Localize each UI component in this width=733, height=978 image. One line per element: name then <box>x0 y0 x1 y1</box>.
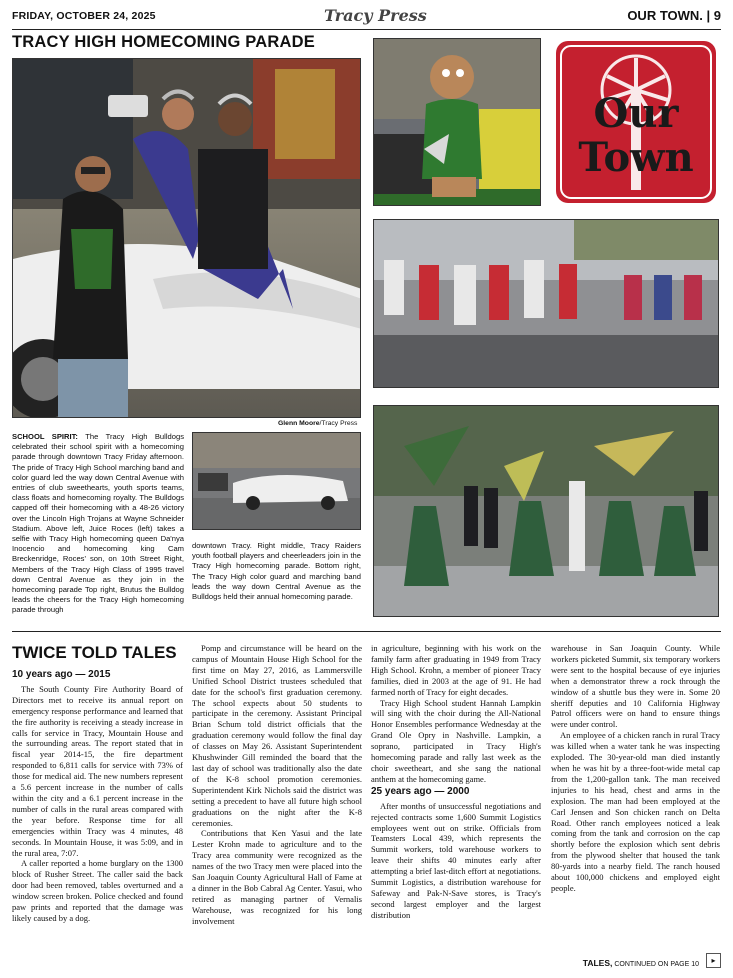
section-page-number: OUR TOWN. | 9 <box>627 8 721 23</box>
tales-paragraph: Tracy High School student Hannah Lampkin will sing with the choir during the All-National Honor Ensembles performance Wednesday at the Grand Ole Opry in Nashville. Lampkin, a soprano, participated in Tracy High's homecoming parade and rally last week as the choir sweetheart, and she sang the national anthem at the homecoming game. <box>371 697 541 784</box>
car-scene-illustration <box>193 433 361 530</box>
photo-bulldog-mascot <box>373 38 541 206</box>
logo-text-town: Town <box>578 134 694 181</box>
caption-lead: SCHOOL SPIRIT: <box>12 432 78 441</box>
tales-column-3 <box>371 643 541 921</box>
selfie-scene-illustration <box>13 59 361 418</box>
feature-caption-left <box>12 432 184 616</box>
tales-paragraph: An employee of a chicken ranch in rural Tracy was killed when a water tank he was inspecting exploded. The 30-year-old man died instantly when he was hit by a three-foot-wide metal cap from the 1,200-gallon tank. The man received injuries to his head, chest and arms in the explosion. The man had been employed at the Carl Jensen and Son chicken ranch on Delta Road. Other ranch employees noticed a leak coming from the tank and corrosion on the cap shortly before the explosion which sent debris from the plywood shelter that housed the tank 80-yards into a nearby field. The ranch housed about 100,000 chickens and employed eight people. <box>551 730 720 893</box>
subhead-25-years: 25 years ago — 2000 <box>371 785 470 797</box>
photo-credit-org: /Tracy Press <box>319 420 358 427</box>
masthead-logo: Tracy Press <box>324 6 427 25</box>
page-turn-icon: ▸ <box>706 953 721 968</box>
our-town-logo <box>553 38 719 206</box>
photo-credit <box>278 420 357 427</box>
photo-color-guard-band <box>373 405 719 617</box>
tales-paragraph: A caller reported a home burglary on the 1300 block of Rusher Street. The caller said the back door had been removed, tables overturned and a window screen broken. Police checked and found paw prints and reported that the damage was likely caused by a dog. <box>12 858 183 923</box>
tales-paragraph: Contributions that Ken Yasui and the late Lester Krohn made to agriculture and to the Tracy area community were recognized as the names of the two Tracy men were placed into the San Joaquin County Agricultural Hall of Fame at a dinner in the Bob Cabral Ag Center. Yasui, who retired as managing partner of Vernalis Warehouse, was recognized for his long involvement <box>192 828 362 926</box>
page-header <box>12 6 721 30</box>
jump-text: CONTINUED ON PAGE 10 <box>614 961 699 968</box>
photo-homecoming-royalty-selfie <box>12 58 361 418</box>
tales-column-1 <box>12 668 183 924</box>
mascot-scene-illustration <box>374 39 541 206</box>
jump-label: TALES, <box>582 958 613 968</box>
caption-body-right: downtown Tracy. Right middle, Tracy Raiders youth football players and cheerleaders join in the Tracy High homecoming parade. Bottom right, The Tracy High color guard and marching band leads the way down Central Avenue as the Bulldogs held their annual homecoming parade. <box>192 541 361 602</box>
color-guard-scene-illustration <box>374 406 719 617</box>
tales-paragraph: warehouse in San Joaquin County. While workers picketed Summit, six temporary workers were sent to the hospital because of eye injuries when a demonstrator threw a rock through the window of a shuttle bus they were in. Some 20 sheriff deputies and 10 California Highway Patrol officers were on hand to ensure things were under control. <box>551 643 720 730</box>
photo-credit-name: Glenn Moore <box>278 420 320 427</box>
continued-jump-line <box>583 958 699 968</box>
feature-headline: TRACY HIGH HOMECOMING PARADE <box>12 33 315 51</box>
photo-youth-football-cheer <box>373 219 719 388</box>
photo-class-of-1995-car <box>192 432 361 530</box>
issue-date: FRIDAY, OCTOBER 24, 2025 <box>12 10 156 22</box>
twice-told-tales-headline: TWICE TOLD TALES <box>12 643 177 662</box>
tales-paragraph: in agriculture, beginning with his work on the family farm after graduating in 1949 from Tracy High School. Krohn, a member of pioneer Tracy families, died in 2003 at the age of 91. He had farmed north of Tracy for eight decades. <box>371 643 541 697</box>
tales-column-4 <box>551 643 720 894</box>
tales-paragraph: Pomp and circumstance will be heard on the campus of Mountain House High School for the first time on May 27, 2016, as Lammersville Unified School District trustees scheduled that date for the school's first graduation ceremony. The school expects about 50 students to participate in the ceremony. Assistant Principal Brian Schum told district officials that the graduation ceremony would follow the final day of classes on May 26. Assistant Superintendent Khushwinder Gill reminded the board that the last day of school was traditionally also the date of the K-8 school promotion ceremonies. Superintendent Kirk Nichols said the district was setting a precedent to have all future high school graduations on the night after the K-8 ceremonies. <box>192 643 362 828</box>
tales-column-2 <box>192 643 362 927</box>
tales-paragraph: The South County Fire Authority Board of Directors met to receive its annual report on emergency response performance and learned that the fire authority is receiving a steady increase in calls for service in Tracy, Mountain House and the surrounding areas. The report stated that in fiscal year 2014-15, the fire department responded to 6,811 calls for service with 73% of those for medical aid. The new numbers represent a 5.6 percent increase in the number of calls within the city and a 6.1 percent increase in the number of calls in the rural areas compared with the year before. Response time for all emergencies within Tracy was 4 minutes, 48 seconds. In Mountain House, it was 5:09, and in the rural area, 7:07. <box>12 683 183 858</box>
caption-body-left: The Tracy High Bulldogs celebrated their school spirit with a homecoming parade through downtown Tracy Friday afternoon. The pride of Tracy High School marching band and color guard led the way down Central Avenue with entries of club sweethearts, youth sports teams, class floats and homecoming royalty. The Bulldogs capped off their homecoming with a 48-26 victory over the Lincoln High Trojans at Wayne Schneider Stadium. Above left, Juice Roces (left) takes a selfie with Tracy High homecoming queen Da'nya Inocencio and homecoming king Cam Breckenridge, Roces' son, on 10th Street Right, Members of the Tracy High Class of 1995 travel down Central Avenue as they join in the homecoming parade Top right, Brutus the Bulldog leads the cheers for the Tracy High homecoming parade through <box>12 432 184 615</box>
feature-caption-right <box>192 541 361 602</box>
logo-text-our: Our <box>593 90 679 137</box>
football-scene-illustration <box>374 220 719 388</box>
section-divider <box>12 631 721 632</box>
subhead-10-years: 10 years ago — 2015 <box>12 669 111 680</box>
tales-paragraph: After months of unsuccessful negotiations and rejected contracts some 1,600 Summit Logistics employees went out on strike. Officials from Teamsters Local 439, which represents the Summit workers, told warehouse workers to leave their shifts 40 minutes early after attempting a brief last-ditch effort at negotiations. Summit Logistics, a distribution warehouse for Safeway and Pak-N-Save stores, is Tracy's second largest employer and the largest distribution <box>371 800 541 920</box>
